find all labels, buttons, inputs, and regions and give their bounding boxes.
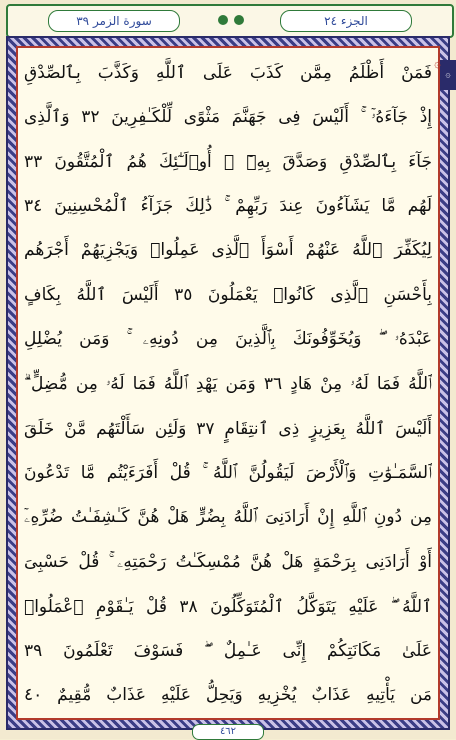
page-footer xyxy=(0,724,456,739)
verse-line xyxy=(24,542,432,582)
verse-line xyxy=(24,52,432,92)
page-header xyxy=(6,4,454,38)
hizb-marker-icon: ۞ xyxy=(440,60,456,90)
surah-label: سورة الزمر ٣٩ xyxy=(48,10,180,32)
ornamental-frame xyxy=(6,36,450,730)
verse-line xyxy=(24,141,432,181)
verse-line-text: ٱلسَّمَـٰوَٰتِ وَٱلْأَرْضَ لَيَقُولُنَّ ٱللَّهُ ۚ قُلْ أَفَرَءَيْتُم مَّا تَدْعُونَ xyxy=(24,462,432,483)
verse-line xyxy=(24,631,432,671)
verse-line xyxy=(24,675,432,715)
verse-line-text: أَلَيْسَ ٱللَّهُ بِعَزِيزٍ ذِى ٱنتِقَامٍ ٣٧ وَلَئِن سَأَلْتَهُم مَّنْ خَلَقَ xyxy=(24,418,432,439)
verse-line-text: لَهُم مَّا يَشَآءُونَ عِندَ رَبِّهِمْ ۚ ذَٰلِكَ جَزَآءُ ٱلْمُحْسِنِينَ ٣٤ xyxy=(24,196,432,216)
verse-line xyxy=(24,408,432,448)
verse-line xyxy=(24,497,432,537)
ornament-dot-icon xyxy=(218,15,228,25)
verse-line-text: بِأَحْسَنِ ٱلَّذِى كَانُوا۟ يَعْمَلُونَ ٣٥ أَلَيْسَ ٱللَّهُ بِكَافٍ xyxy=(24,285,432,305)
page-number: ٤٦٢ xyxy=(192,724,264,740)
verse-line xyxy=(24,275,432,315)
verse-line xyxy=(24,453,432,493)
verse-line xyxy=(24,319,432,359)
verse-line xyxy=(24,586,432,626)
ornament-dot-icon xyxy=(234,15,244,25)
verse-line-text: مَن يَأْتِيهِ عَذَابٌ يُخْزِيهِ وَيَحِلُّ عَلَيْهِ عَذَابٌ مُّقِيمٌ ٤٠ xyxy=(24,685,432,705)
rub-el-hizb-icon: ۞ xyxy=(433,56,441,70)
verse-line-text: فَمَنْ أَظْلَمُ مِمَّن كَذَبَ عَلَى ٱللَّهِ وَكَذَّبَ بِٱلصِّدْقِ xyxy=(24,62,432,83)
verse-line-text: أَوْ أَرَادَنِى بِرَحْمَةٍ هَلْ هُنَّ مُمْسِكَـٰتُ رَحْمَتِهِۦ ۚ قُلْ حَسْبِىَ xyxy=(24,551,432,572)
text-panel xyxy=(16,46,451,720)
juz-label: الجزء ٢٤ xyxy=(280,10,412,32)
verse-line xyxy=(24,186,432,226)
verse-text xyxy=(24,52,432,714)
verse-line-text: مِن دُونِ ٱللَّهِ إِنْ أَرَادَنِىَ ٱللَّهُ بِضُرٍّ هَلْ هُنَّ كَـٰشِفَـٰتُ ضُرِّهِۦٓ xyxy=(24,507,432,527)
verse-line-text: عَلَىٰ مَكَانَتِكُمْ إِنِّى عَـٰمِلٌ ۖ فَسَوْفَ تَعْلَمُونَ ٣٩ xyxy=(24,640,432,661)
verse-line xyxy=(24,364,432,404)
verse-line xyxy=(24,97,432,137)
verse-line-text: ٱللَّهُ فَمَا لَهُۥ مِنْ هَادٍ ٣٦ وَمَن يَهْدِ ٱللَّهُ فَمَا لَهُۥ مِن مُّضِلٍّ ۗ xyxy=(24,373,432,394)
verse-line-text: ٱللَّهُ ۖ عَلَيْهِ يَتَوَكَّلُ ٱلْمُتَوَكِّلُونَ ٣٨ قُلْ يَـٰقَوْمِ ٱعْمَلُوا۟ xyxy=(24,596,432,617)
verse-line-text: إِذْ جَآءَهُۥٓ ۚ أَلَيْسَ فِى جَهَنَّمَ مَثْوًى لِّلْكَـٰفِرِينَ ٣٢ وَٱلَّذِى xyxy=(24,107,432,127)
verse-line xyxy=(24,230,432,270)
verse-line-text: جَآءَ بِٱلصِّدْقِ وَصَدَّقَ بِهِۦٓ ۙ أُو۟لَـٰٓئِكَ هُمُ ٱلْمُتَّقُونَ ٣٣ xyxy=(24,151,432,172)
verse-line-text: عَبْدَهُۥ ۖ وَيُخَوِّفُونَكَ بِٱلَّذِينَ مِن دُونِهِۦ ۚ وَمَن يُضْلِلِ xyxy=(24,329,432,349)
verse-line-text: لِيُكَفِّرَ ٱللَّهُ عَنْهُمْ أَسْوَأَ ٱلَّذِى عَمِلُوا۟ وَيَجْزِيَهُمْ أَجْرَهُم xyxy=(24,240,432,260)
header-ornament xyxy=(196,10,266,30)
